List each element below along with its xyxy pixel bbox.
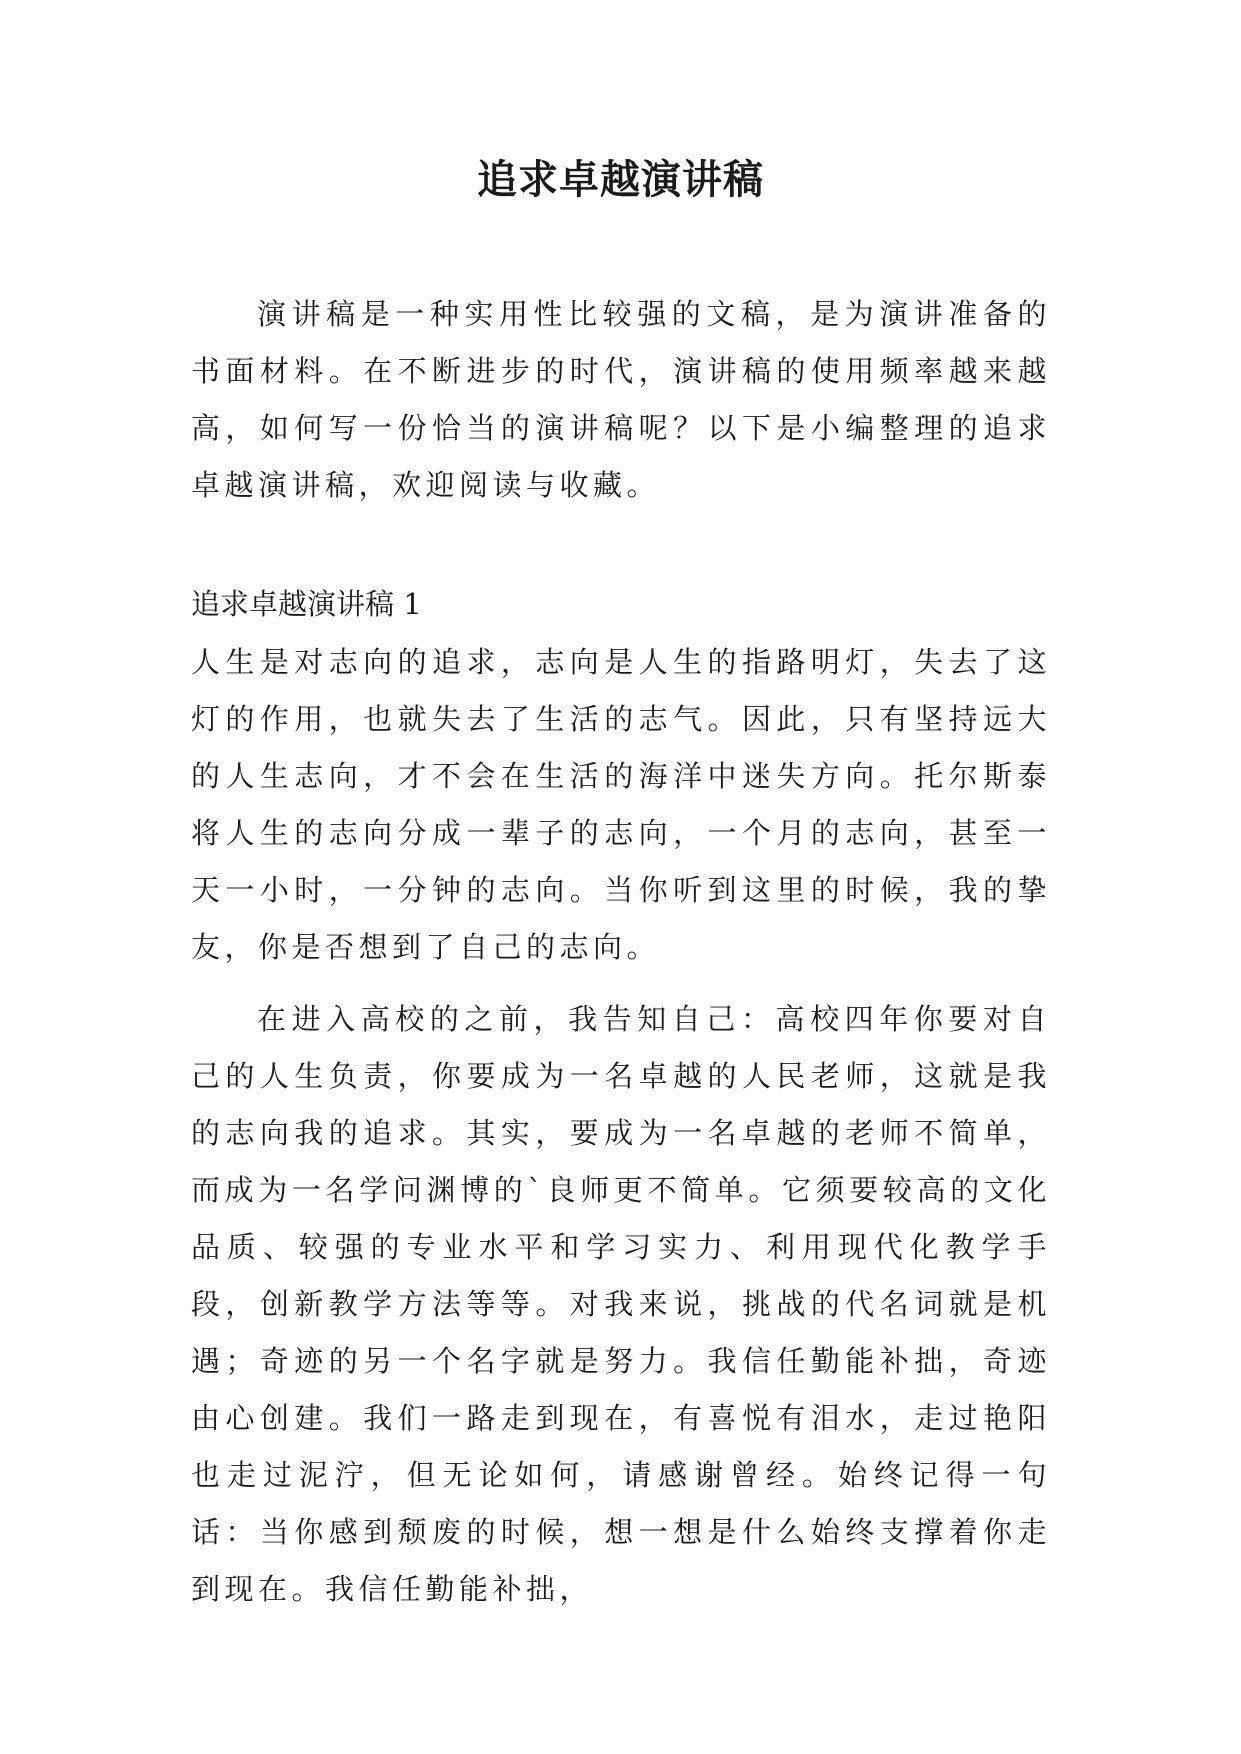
body-paragraph-1: 人生是对志向的追求，志向是人生的指路明灯，失去了这灯的作用，也就失去了生活的志气。因此，只有坚持远大的人生志向，才不会在生活的海洋中迷失方向。托尔斯泰将人生的志向分成一辈子的志向，一个月的志向，甚至一天一小时，一分钟的志向。当你听到这里的时候，我的挚友，你是否想到了自己的志向。 [191, 645, 1051, 964]
body-paragraph-2: 在进入高校的之前，我告知自己：高校四年你要对自己的人生负责，你要成为一名卓越的人民老师，这就是我的志向我的追求。其实，要成为一名卓越的老师不简单，而成为一名学问渊博的`良师更不简单。它须要较高的文化品质、较强的专业水平和学习实力、利用现代化教学手段，创新教学方法等等。对我来说，挑战的代名词就是机遇；奇迹的另一个名字就是努力。我信任勤能补拙，奇迹由心创建。我们一路走到现在，有喜悦有泪水，走过艳阳也走过泥泞，但无论如何，请感谢曾经。始终记得一句话：当你感到颓废的时候，想一想是什么始终支撑着你走到现在。我信任勤能补拙， [191, 1002, 1051, 1606]
document-title: 追求卓越演讲稿 [477, 156, 764, 203]
section-heading: 追求卓越演讲稿 1 [191, 587, 422, 621]
intro-paragraph: 演讲稿是一种实用性比较强的文稿，是为演讲准备的书面材料。在不断进步的时代，演讲稿的使用频率越来越高，如何写一份恰当的演讲稿呢？以下是小编整理的追求卓越演讲稿，欢迎阅读与收藏。 [191, 297, 1051, 502]
